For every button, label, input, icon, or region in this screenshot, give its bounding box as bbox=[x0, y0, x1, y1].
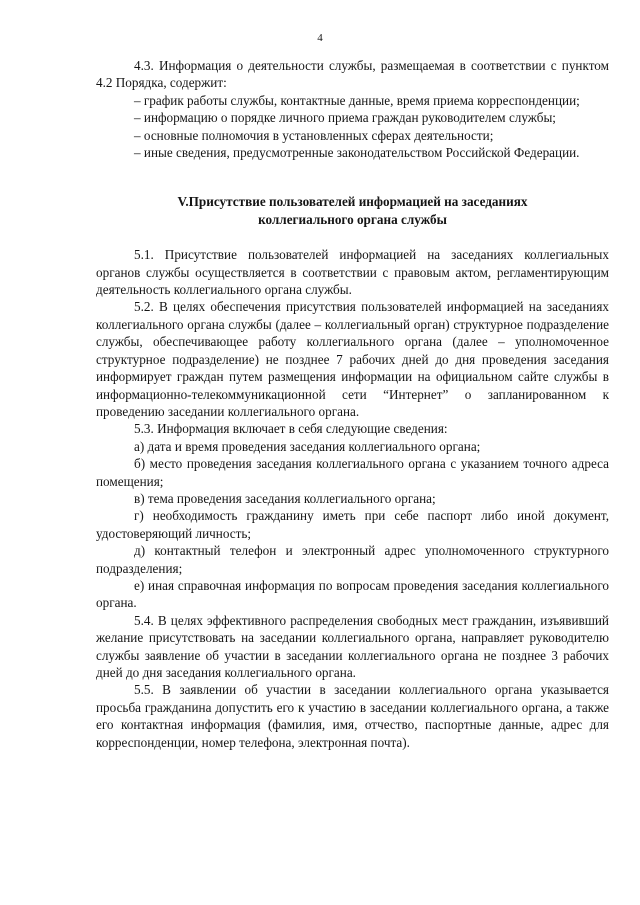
list-item: е) иная справочная информация по вопросам проведения заседания коллегиального органа. bbox=[96, 577, 609, 611]
paragraph-5-5: 5.5. В заявлении об участии в заседании коллегиального органа указывается просьба гражданина допустить его к участию в заседании коллегиального органа, а также его контактная информация (фамилия, имя, отчество, паспортные данные, адрес для корреспонденции, номер телефона, электронная почта). bbox=[96, 682, 609, 750]
list-item: в) тема проведения заседания коллегиального органа; bbox=[134, 490, 436, 506]
list-item: – информацию о порядке личного приема граждан руководителем службы; bbox=[134, 110, 556, 126]
paragraph-5-4: 5.4. В целях эффективного распределения свободных мест гражданин, изъявивший желание присутствовать на заседании коллегиального органа, направляет руководителю службы заявление об участии в заседании коллегиального органа не позднее 3 рабочих дней до дня заседания коллегиального органа. bbox=[96, 612, 609, 680]
paragraph-5-2: 5.2. В целях обеспечения присутствия пользователей информацией на заседаниях коллегиального органа службы (далее – коллегиальный орган) структурное подразделение службы, обеспечивающее работу коллегиального органа (далее – уполномоченное структурное подразделение) не позднее 7 рабочих дней до дня проведения заседания информирует граждан путем размещения информации на официальном сайте службы в информационно-телекоммуникационной сети “Интернет” о запланированном к проведению заседании коллегиального органа. bbox=[96, 299, 609, 419]
document-body bbox=[96, 57, 609, 751]
list-item: г) необходимость гражданину иметь при себе паспорт либо иной документ, удостоверяющий личность; bbox=[96, 508, 609, 541]
section-heading-line-1: V.Присутствие пользователей информацией на заседаниях bbox=[177, 194, 528, 210]
paragraph-5-3: 5.3. Информация включает в себя следующие сведения: bbox=[134, 421, 448, 437]
list-item: а) дата и время проведения заседания коллегиального органа; bbox=[134, 438, 481, 454]
list-item: д) контактный телефон и электронный адрес уполномоченного структурного подразделения; bbox=[96, 543, 609, 576]
section-heading-line-2: коллегиального органа службы bbox=[258, 211, 447, 227]
list-item: – график работы службы, контактные данные, время приема корреспонденции; bbox=[134, 92, 580, 108]
list-item: – основные полномочия в установленных сферах деятельности; bbox=[134, 127, 494, 143]
paragraph-4-3: 4.3. Информация о деятельности службы, размещаемая в соответствии с пунктом 4.2 Порядка, содержит: bbox=[96, 58, 609, 91]
section-heading bbox=[96, 193, 609, 228]
paragraph-5-1: 5.1. Присутствие пользователей информацией на заседаниях коллегиальных органов службы осуществляется в соответствии с правовым актом, регламентирующим деятельность коллегиального органа службы. bbox=[96, 247, 609, 298]
page-number: 4 bbox=[317, 32, 323, 44]
list-item: б) место проведения заседания коллегиального органа с указанием точного адреса помещения; bbox=[96, 456, 609, 489]
list-item: – иные сведения, предусмотренные законодательством Российской Федерации. bbox=[134, 145, 580, 161]
